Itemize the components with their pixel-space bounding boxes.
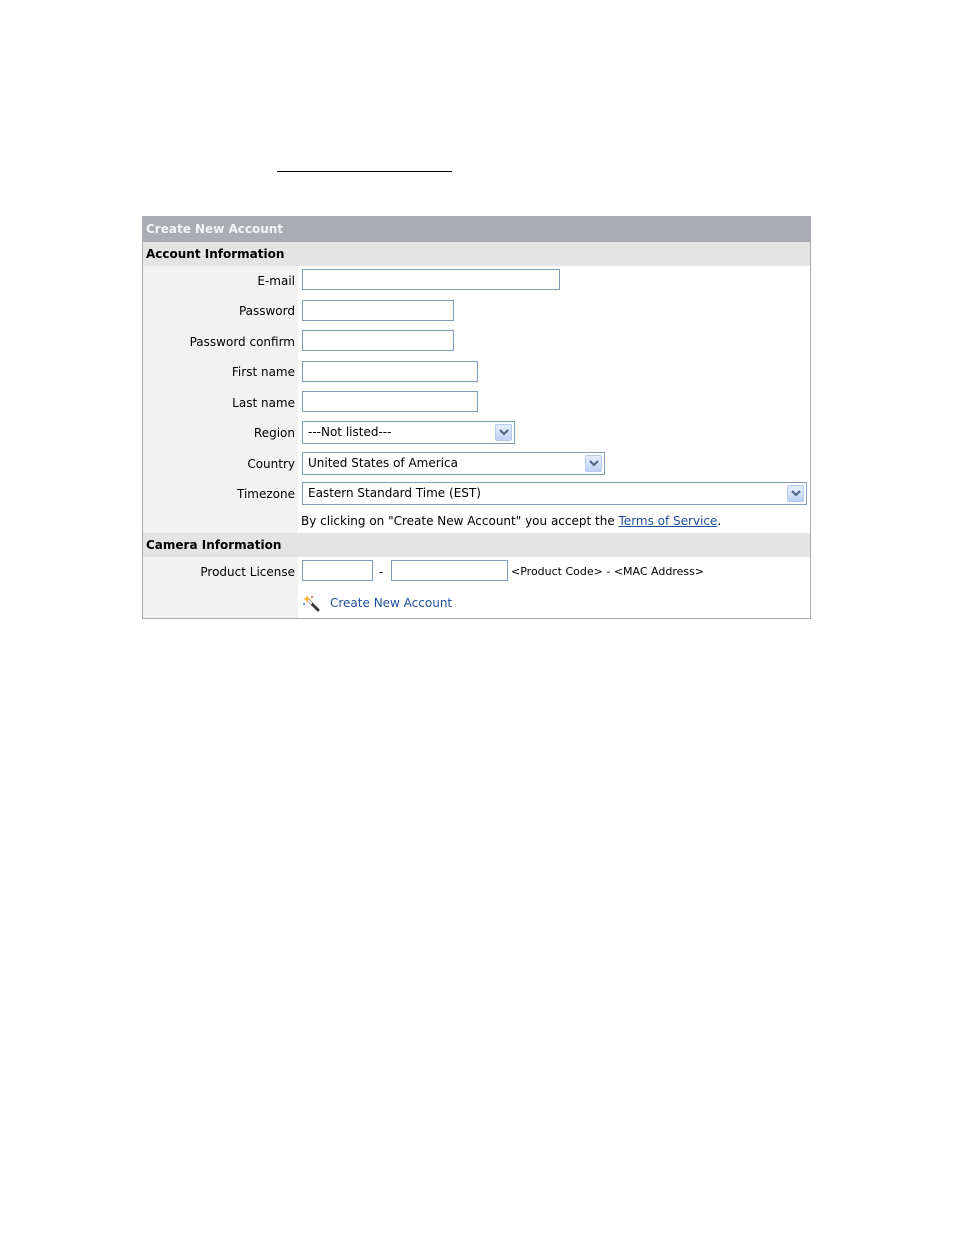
first-name-label: First name [231,365,295,379]
magic-wand-icon [303,595,321,613]
password-confirm-label: Password confirm [189,335,295,349]
timezone-select[interactable] [302,482,807,505]
chevron-down-icon[interactable] [585,455,602,472]
password-confirm-field[interactable] [302,330,454,351]
email-label: E-mail [257,274,295,288]
create-account-panel [142,216,811,619]
chevron-down-icon[interactable] [495,424,512,441]
terms-of-service-link[interactable]: Terms of Service [618,514,718,528]
camera-information-header: Camera Information [143,533,810,557]
license-separator: - [379,565,384,579]
create-account-button[interactable] [302,594,462,612]
region-select[interactable] [302,421,515,444]
country-selected-value: United States of America [308,456,458,470]
country-label: Country [247,457,295,471]
mac-address-field[interactable] [391,560,508,581]
terms-notice [301,513,721,529]
terms-prefix: By clicking on "Create New Account" you accept the [301,514,619,528]
create-account-label[interactable]: Create New Account [330,596,453,610]
first-name-field[interactable] [302,361,478,382]
chevron-down-icon[interactable] [787,485,804,502]
last-name-label: Last name [232,396,295,410]
product-license-hint: <Product Code> - <MAC Address> [511,565,705,578]
email-field[interactable] [302,269,560,290]
panel-title: Create New Account [143,217,810,242]
timezone-label: Timezone [237,487,295,501]
terms-suffix: . [717,514,722,528]
region-selected-value: ---Not listed--- [308,425,392,439]
product-code-field[interactable] [302,560,373,581]
password-label: Password [238,304,295,318]
product-license-label: Product License [200,565,295,579]
account-information-header: Account Information [143,242,810,266]
top-divider-line [277,171,452,172]
country-select[interactable] [302,452,605,475]
last-name-field[interactable] [302,391,478,412]
region-label: Region [253,426,295,440]
password-field[interactable] [302,300,454,321]
timezone-selected-value: Eastern Standard Time (EST) [308,486,481,500]
